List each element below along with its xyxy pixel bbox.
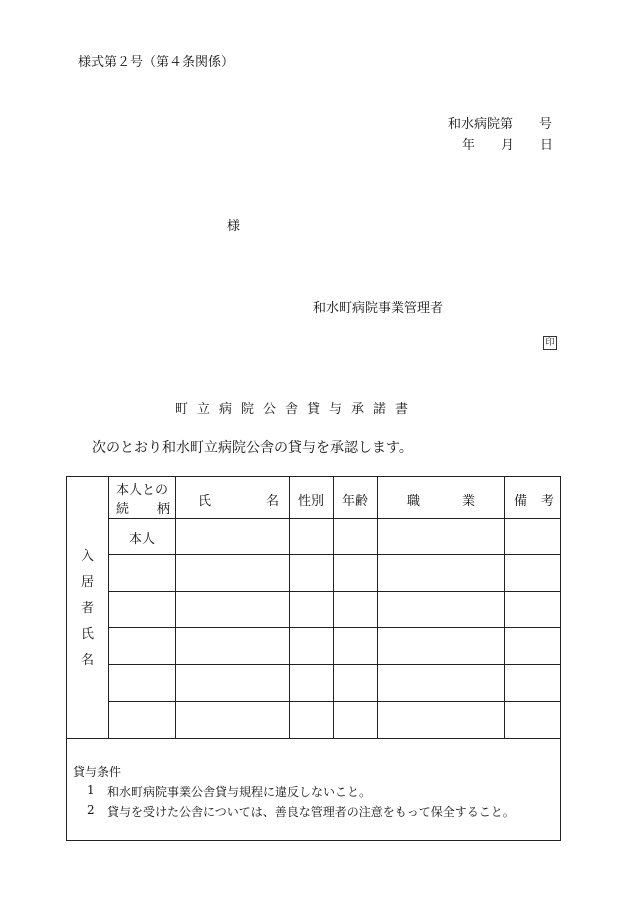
header-relation-line1: 本人との xyxy=(116,483,169,498)
side-label-char: 氏 xyxy=(81,627,95,642)
issuer-title: 和水町病院事業管理者 xyxy=(313,301,444,316)
grid-line xyxy=(504,477,505,739)
grid-line xyxy=(108,554,561,555)
addressee-suffix: 様 xyxy=(227,219,241,234)
condition-number: 1 xyxy=(87,783,95,797)
seal-mark: 印 xyxy=(543,336,557,350)
conditions-box xyxy=(66,738,561,841)
condition-text: 貸与を受けた公舎については、善良な管理者の注意をもって保全すること。 xyxy=(107,805,515,819)
grid-line xyxy=(108,627,561,628)
form-number: 様式第２号（第４条関係） xyxy=(78,55,235,70)
header-remarks-a: 備 xyxy=(514,494,528,509)
conditions-title: 貸与条件 xyxy=(73,765,122,779)
header-name-a: 氏 xyxy=(198,494,212,509)
grid-line xyxy=(108,477,109,739)
side-label-char: 居 xyxy=(81,575,95,590)
header-age: 年齢 xyxy=(342,494,369,509)
relation-self: 本人 xyxy=(129,532,156,547)
grid-line xyxy=(108,701,561,702)
condition-text: 和水町病院事業公舎貸与規程に違反しないこと。 xyxy=(107,785,372,799)
grid-line xyxy=(108,591,561,592)
intro-text: 次のとおり和水町立病院公舎の貸与を承認します。 xyxy=(92,440,413,456)
grid-line xyxy=(108,518,561,519)
side-label-char: 者 xyxy=(81,601,95,616)
header-name-b: 名 xyxy=(266,494,280,509)
header-remarks-b: 考 xyxy=(541,494,555,509)
header-relation-line2-b: 柄 xyxy=(157,502,171,517)
date-line: 年 月 日 xyxy=(462,138,554,153)
header-gender: 性別 xyxy=(298,494,325,509)
condition-number: 2 xyxy=(87,803,95,817)
grid-line xyxy=(333,477,334,739)
grid-line xyxy=(108,664,561,665)
occupants-table xyxy=(66,476,561,739)
grid-line xyxy=(289,477,290,739)
side-label-char: 名 xyxy=(81,653,95,668)
document-title: 町立病院公舎貸与承諾書 xyxy=(175,402,418,417)
grid-line xyxy=(175,477,176,739)
document-number: 和水病院第 号 xyxy=(448,117,553,132)
grid-line xyxy=(377,477,378,739)
header-occupation-b: 業 xyxy=(462,494,476,509)
side-label-char: 入 xyxy=(81,549,95,564)
header-relation-line2-a: 続 xyxy=(116,502,130,517)
header-occupation-a: 職 xyxy=(407,494,421,509)
